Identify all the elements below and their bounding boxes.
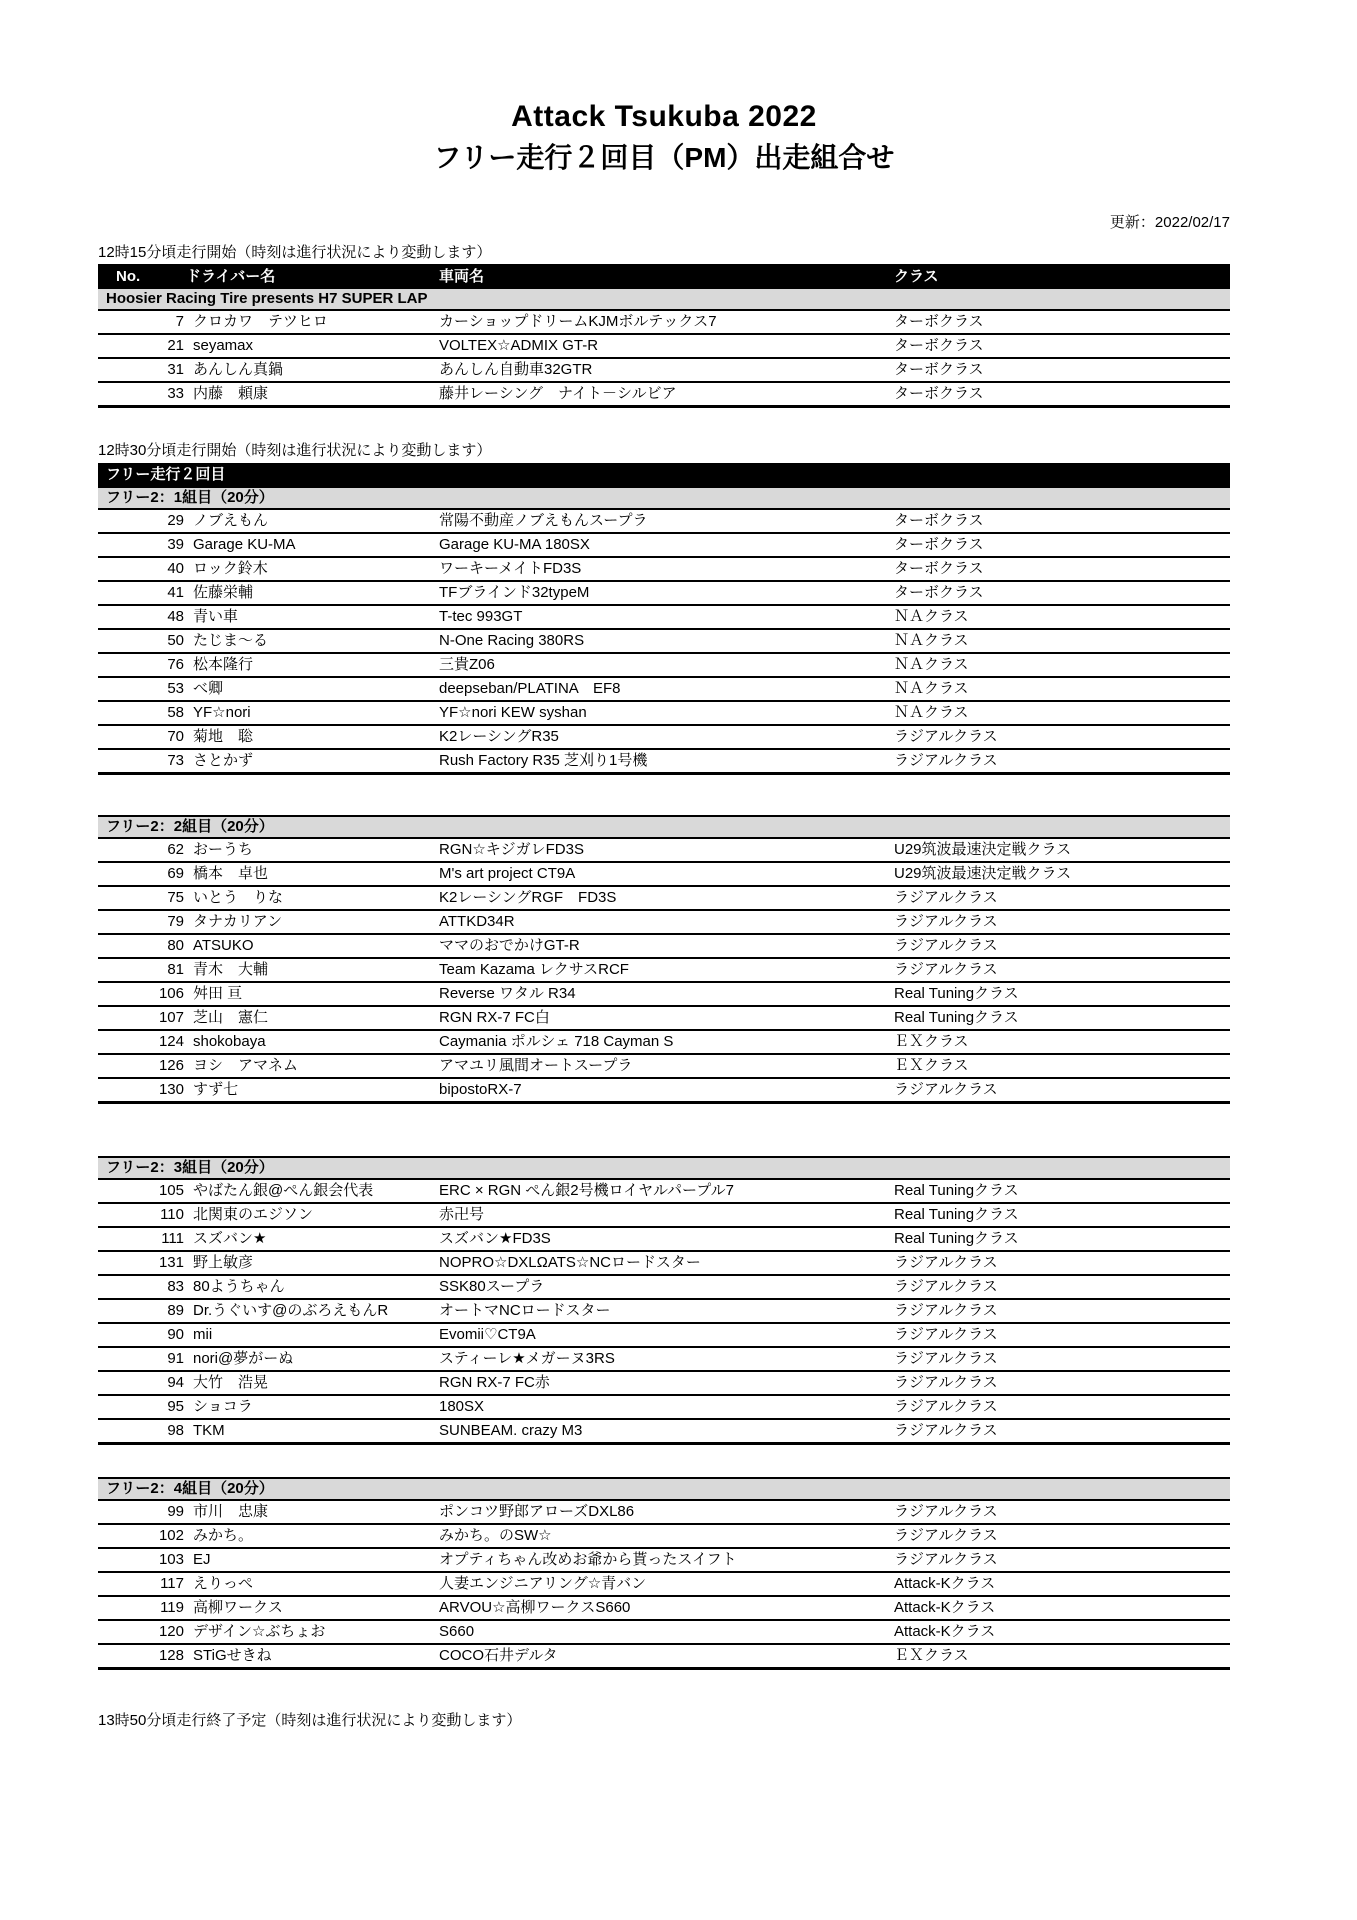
car-name: Garage KU-MA 180SX: [439, 536, 590, 553]
driver-name: 菊地 聡: [193, 728, 254, 745]
class-name: ＮＡクラス: [894, 704, 969, 721]
table-row: [98, 534, 1230, 558]
group-2-rows: [98, 839, 1230, 1103]
car-name: ARVOU☆高柳ワークスS660: [439, 1599, 631, 1616]
car-name: Reverse ワタル R34: [439, 985, 576, 1002]
class-name: ラジアルクラス: [894, 913, 998, 930]
car-name: カーショップドリームKJMボルテックス7: [439, 313, 717, 330]
entry-number: 73: [167, 752, 184, 769]
entry-number: 50: [167, 632, 184, 649]
table-row: [98, 335, 1230, 359]
car-name: SSK80スープラ: [439, 1278, 545, 1295]
entry-number: 21: [167, 337, 184, 354]
table-row: [98, 654, 1230, 678]
entry-number: 83: [167, 1278, 184, 1295]
entry-number: 91: [167, 1350, 184, 1367]
driver-name: クロカワ テツヒロ: [193, 313, 328, 330]
entry-number: 130: [158, 1081, 184, 1098]
entry-number: 107: [158, 1009, 184, 1026]
class-name: Real Tuningクラス: [894, 1009, 1019, 1026]
driver-name: TKM: [193, 1422, 225, 1439]
driver-name: デザイン☆ぶちょお: [193, 1623, 326, 1640]
entry-number: 75: [167, 889, 184, 906]
car-name: RGN RX-7 FC白: [439, 1009, 550, 1026]
session1-table: [98, 264, 1230, 408]
table-row: [98, 1300, 1230, 1324]
car-name: オートマNCロードスター: [439, 1302, 611, 1319]
table-row: [98, 1573, 1230, 1597]
entry-number: 81: [167, 961, 184, 978]
driver-name: EJ: [193, 1551, 211, 1568]
driver-name: ATSUKO: [193, 937, 254, 954]
column-header-class: クラス: [894, 268, 939, 285]
driver-name: べ卿: [193, 680, 224, 697]
entry-number: 128: [158, 1647, 184, 1664]
table-row: [98, 678, 1230, 702]
driver-name: えりっぺ: [193, 1575, 254, 1592]
document-title: Attack Tsukuba 2022: [511, 100, 817, 133]
driver-name: おーうち: [193, 841, 254, 858]
entry-number: 124: [158, 1033, 184, 1050]
entry-number: 41: [167, 584, 184, 601]
car-name: M's art project CT9A: [439, 865, 576, 882]
table-row: [98, 1180, 1230, 1204]
class-name: Real Tuningクラス: [894, 985, 1019, 1002]
driver-name: ヨシ アマネム: [193, 1057, 299, 1074]
table-row: [98, 911, 1230, 935]
driver-name: タナカリアン: [193, 913, 283, 930]
car-name: 藤井レーシング ナイト－シルビア: [439, 385, 677, 402]
driver-name: 佐藤栄輔: [193, 584, 254, 601]
class-name: ラジアルクラス: [894, 1326, 998, 1343]
session1-rows: [98, 311, 1230, 407]
class-name: U29筑波最速決定戦クラス: [894, 865, 1072, 882]
table-row: [98, 1621, 1230, 1645]
entry-number: 53: [167, 680, 184, 697]
group-4-table: [98, 1477, 1230, 1670]
car-name: 人妻エンジニアリング☆青バン: [439, 1575, 647, 1592]
class-name: ＮＡクラス: [894, 632, 969, 649]
entry-number: 106: [158, 985, 184, 1002]
car-name: YF☆nori KEW syshan: [439, 704, 587, 721]
driver-name: 内藤 頼康: [193, 385, 269, 402]
class-name: Attack-Kクラス: [894, 1599, 996, 1616]
driver-name: ロック鈴木: [193, 560, 268, 577]
driver-name: shokobaya: [193, 1033, 266, 1050]
class-name: ラジアルクラス: [894, 1302, 998, 1319]
driver-name: すず七: [193, 1081, 239, 1098]
class-name: Attack-Kクラス: [894, 1575, 996, 1592]
driver-name: 市川 忠康: [193, 1503, 269, 1520]
driver-name: Dr.うぐいす@のぶろえもんR: [193, 1302, 389, 1319]
driver-name: やばたん銀@ぺん銀会代表: [193, 1182, 374, 1199]
table-row: [98, 1525, 1230, 1549]
entry-number: 58: [167, 704, 184, 721]
table-header-row: [98, 264, 1230, 289]
group-1-table: [98, 486, 1230, 775]
driver-name: ノブえもん: [193, 512, 269, 529]
table-row: [98, 383, 1230, 407]
group-4-rows: [98, 1501, 1230, 1669]
driver-name: 舛田 亘: [193, 985, 243, 1002]
table-row: [98, 887, 1230, 911]
driver-name: いとう りな: [193, 889, 284, 906]
car-name: Team Kazama レクサスRCF: [439, 961, 629, 978]
class-name: ターボクラス: [894, 337, 984, 354]
class-name: ラジアルクラス: [894, 961, 998, 978]
session1-start-note: 12時15分頃走行開始（時刻は進行状況により変動します）: [98, 244, 492, 261]
class-name: ＥＸクラス: [894, 1057, 969, 1074]
entry-number: 111: [161, 1230, 184, 1247]
entry-number: 131: [158, 1254, 184, 1271]
driver-name: STiGせきね: [193, 1647, 272, 1664]
car-name: アマユリ風間オートスープラ: [439, 1057, 633, 1074]
entry-number: 80: [167, 937, 184, 954]
car-name: 180SX: [439, 1398, 485, 1415]
car-name: スティーレ★メガーヌ3RS: [439, 1350, 615, 1367]
driver-name: seyamax: [193, 337, 254, 354]
entry-number: 33: [167, 385, 184, 402]
table-row: [98, 1396, 1230, 1420]
class-name: ＮＡクラス: [894, 656, 969, 673]
entry-number: 102: [158, 1527, 184, 1544]
car-name: bipostoRX-7: [439, 1081, 522, 1098]
table-row: [98, 726, 1230, 750]
driver-name: 野上敏彦: [193, 1254, 254, 1271]
table-row: [98, 959, 1230, 983]
entry-number: 62: [167, 841, 184, 858]
entry-number: 103: [158, 1551, 184, 1568]
car-name: Evomii♡CT9A: [439, 1326, 536, 1343]
driver-name: 高柳ワークス: [193, 1599, 283, 1616]
class-name: ラジアルクラス: [894, 1278, 998, 1295]
group-header-1: フリー2：1組目（20分）: [98, 486, 1230, 510]
table-row: [98, 839, 1230, 863]
driver-name: 80ようちゃん: [193, 1278, 285, 1295]
entry-number: 89: [167, 1302, 184, 1319]
car-name: COCO石井デルタ: [439, 1647, 558, 1664]
entry-number: 105: [158, 1182, 184, 1199]
class-name: Real Tuningクラス: [894, 1230, 1019, 1247]
group-header-3: フリー2：3組目（20分）: [98, 1156, 1230, 1180]
class-name: Real Tuningクラス: [894, 1206, 1019, 1223]
entry-number: 119: [160, 1599, 184, 1616]
car-name: T-tec 993GT: [439, 608, 523, 625]
table-row: [98, 1252, 1230, 1276]
entry-number: 70: [167, 728, 184, 745]
driver-name: 青木 大輔: [193, 961, 269, 978]
class-name: ターボクラス: [894, 536, 984, 553]
driver-name: 橋本 卓也: [193, 865, 269, 882]
entry-number: 99: [167, 1503, 184, 1520]
car-name: deepseban/PLATINA EF8: [439, 680, 621, 697]
driver-name: みかち。: [193, 1527, 254, 1544]
car-name: みかち。のSW☆: [439, 1527, 552, 1544]
car-name: K2レーシングRGF FD3S: [439, 889, 617, 906]
entry-number: 7: [175, 313, 184, 330]
driver-name: スズバン★: [193, 1230, 267, 1247]
table-row: [98, 1276, 1230, 1300]
section-header-hoosier-h7-superlap: Hoosier Racing Tire presents H7 SUPER LAP: [98, 289, 1230, 311]
car-name: RGN RX-7 FC赤: [439, 1374, 550, 1391]
table-row: [98, 630, 1230, 654]
entry-number: 94: [167, 1374, 184, 1391]
class-name: Attack-Kクラス: [894, 1623, 996, 1640]
class-name: ターボクラス: [894, 361, 984, 378]
table-row: [98, 935, 1230, 959]
entry-number: 95: [167, 1398, 184, 1415]
driver-name: mii: [193, 1326, 213, 1343]
entry-number: 48: [167, 608, 184, 625]
entry-number: 31: [167, 361, 184, 378]
driver-name: たじま～る: [193, 632, 269, 649]
table-row: [98, 1228, 1230, 1252]
group-3-table: [98, 1156, 1230, 1445]
class-name: ターボクラス: [894, 313, 984, 330]
driver-name: Garage KU-MA: [193, 536, 296, 553]
class-name: ＥＸクラス: [894, 1033, 969, 1050]
driver-name: 青い車: [193, 608, 239, 625]
car-name: N-One Racing 380RS: [439, 632, 585, 649]
table-row: [98, 311, 1230, 335]
table-row: [98, 750, 1230, 774]
table-row: [98, 582, 1230, 606]
group-header-2: フリー2：2組目（20分）: [98, 815, 1230, 839]
group-2-table: [98, 815, 1230, 1104]
class-name: ターボクラス: [894, 584, 984, 601]
car-name: ママのおでかけGT-R: [439, 937, 580, 954]
car-name: スズバン★FD3S: [439, 1230, 551, 1247]
car-name: ポンコツ野郎アローズDXL86: [439, 1503, 635, 1520]
driver-name: さとかず: [193, 752, 254, 769]
table-row: [98, 1324, 1230, 1348]
car-name: S660: [439, 1623, 475, 1640]
table-row: [98, 558, 1230, 582]
group-1-rows: [98, 510, 1230, 774]
table-row: [98, 983, 1230, 1007]
entry-number: 69: [167, 865, 184, 882]
driver-name: ショコラ: [193, 1398, 253, 1415]
table-row: [98, 510, 1230, 534]
class-name: ターボクラス: [894, 512, 984, 529]
class-name: ラジアルクラス: [894, 937, 998, 954]
table-row: [98, 702, 1230, 726]
session-end-note: 13時50分頃走行終了予定（時刻は進行状況により変動します）: [98, 1712, 522, 1729]
entry-number: 98: [167, 1422, 184, 1439]
class-name: ターボクラス: [894, 560, 984, 577]
entry-number: 76: [167, 656, 184, 673]
table-row: [98, 1597, 1230, 1621]
car-name: Caymania ポルシェ 718 Cayman S: [439, 1033, 674, 1050]
entry-number: 110: [160, 1206, 184, 1223]
class-name: ラジアルクラス: [894, 1422, 998, 1439]
class-name: U29筑波最速決定戦クラス: [894, 841, 1072, 858]
class-name: ラジアルクラス: [894, 1081, 998, 1098]
car-name: TFブラインド32typeM: [439, 584, 590, 601]
class-name: Real Tuningクラス: [894, 1182, 1019, 1199]
class-name: ラジアルクラス: [894, 1551, 998, 1568]
entry-number: 117: [160, 1575, 184, 1592]
car-name: ワーキーメイトFD3S: [439, 560, 582, 577]
class-name: ＮＡクラス: [894, 608, 969, 625]
group-header-4: フリー2：4組目（20分）: [98, 1477, 1230, 1501]
table-row: [98, 359, 1230, 383]
car-name: SUNBEAM. crazy M3: [439, 1422, 583, 1439]
table-row: [98, 606, 1230, 630]
table-row: [98, 1204, 1230, 1228]
car-name: VOLTEX☆ADMIX GT-R: [439, 337, 599, 354]
car-name: RGN☆キジガレFD3S: [439, 841, 584, 858]
entry-number: 126: [158, 1057, 184, 1074]
table-row: [98, 1501, 1230, 1525]
column-header-car: 車両名: [439, 268, 485, 285]
table-row: [98, 1420, 1230, 1444]
entry-number: 40: [167, 560, 184, 577]
table-row: [98, 863, 1230, 887]
table-row: [98, 1549, 1230, 1573]
document-subtitle: フリー走行２回目（PM）出走組合せ: [433, 142, 895, 173]
entry-number: 90: [167, 1326, 184, 1343]
table-row: [98, 1079, 1230, 1103]
table-row: [98, 1645, 1230, 1669]
section-header-free-run-2: フリー走行２回目: [98, 463, 1230, 486]
car-name: K2レーシングR35: [439, 728, 559, 745]
class-name: ラジアルクラス: [894, 1254, 998, 1271]
table-row: [98, 1007, 1230, 1031]
car-name: ERC × RGN ぺん銀2号機ロイヤルパープル7: [439, 1182, 734, 1199]
class-name: ラジアルクラス: [894, 889, 998, 906]
driver-name: 松本隆行: [193, 656, 254, 673]
session2-start-note: 12時30分頃走行開始（時刻は進行状況により変動します）: [98, 442, 492, 459]
class-name: ラジアルクラス: [894, 1374, 998, 1391]
class-name: ＮＡクラス: [894, 680, 969, 697]
class-name: ＥＸクラス: [894, 1647, 969, 1664]
table-row: [98, 1348, 1230, 1372]
class-name: ラジアルクラス: [894, 1503, 998, 1520]
car-name: ATTKD34R: [439, 913, 515, 930]
class-name: ラジアルクラス: [894, 728, 998, 745]
driver-name: nori@夢がーぬ: [193, 1350, 294, 1367]
class-name: ラジアルクラス: [894, 1350, 998, 1367]
car-name: 常陽不動産ノブえもんスープラ: [439, 512, 648, 529]
driver-name: 北関東のエジソン: [193, 1206, 314, 1223]
entry-number: 120: [158, 1623, 184, 1640]
class-name: ターボクラス: [894, 385, 984, 402]
table-row: [98, 1372, 1230, 1396]
car-name: Rush Factory R35 芝刈り1号機: [439, 752, 648, 769]
driver-name: あんしん真鍋: [193, 361, 284, 378]
car-name: 赤卍号: [439, 1206, 485, 1223]
table-row: [98, 1055, 1230, 1079]
driver-name: YF☆nori: [193, 704, 251, 721]
entry-list-document: [98, 0, 1230, 1730]
car-name: オプティちゃん改めお爺から貰ったスイフト: [439, 1551, 737, 1568]
driver-name: 大竹 浩晃: [193, 1374, 269, 1391]
column-header-no: No.: [116, 268, 141, 285]
car-name: あんしん自動車32GTR: [439, 361, 593, 378]
class-name: ラジアルクラス: [894, 1398, 998, 1415]
updated-date: 更新：2022/02/17: [1109, 214, 1230, 231]
group-3-rows: [98, 1180, 1230, 1444]
car-name: 三貴Z06: [439, 656, 495, 673]
class-name: ラジアルクラス: [894, 1527, 998, 1544]
column-header-driver: ドライバー名: [186, 268, 276, 285]
table-row: [98, 1031, 1230, 1055]
entry-number: 39: [167, 536, 184, 553]
entry-number: 79: [167, 913, 184, 930]
entry-number: 29: [167, 512, 184, 529]
class-name: ラジアルクラス: [894, 752, 998, 769]
driver-name: 芝山 憲仁: [193, 1009, 269, 1026]
car-name: NOPRO☆DXLΩATS☆NCロードスター: [439, 1254, 701, 1271]
